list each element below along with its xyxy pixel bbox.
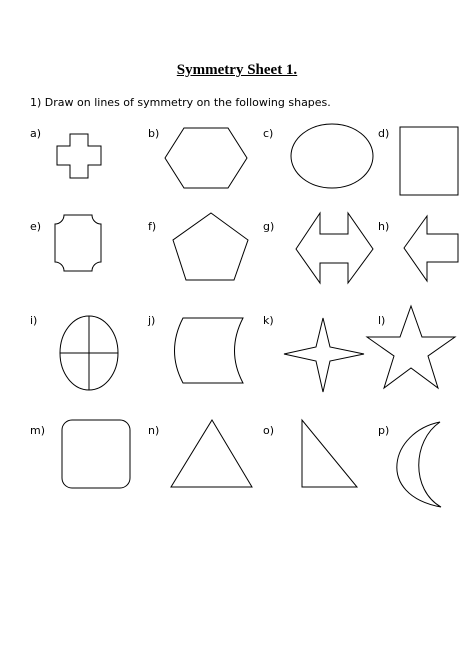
rectangle-shape-icon — [400, 127, 458, 195]
five-point-star-icon — [367, 306, 455, 388]
shape-label-a: a) — [30, 127, 42, 140]
shape-label-c: c) — [263, 127, 274, 140]
hexagon-shape-icon — [165, 128, 247, 188]
page-title: Symmetry Sheet 1. — [176, 62, 298, 78]
shape-label-l: l) — [378, 314, 386, 327]
shape-label-i: i) — [30, 314, 38, 327]
pentagon-shape-icon — [173, 213, 248, 280]
shape-label-d: d) — [378, 127, 390, 140]
curved-banner-shape-icon — [175, 318, 244, 383]
shape-label-h: h) — [378, 220, 390, 233]
shape-label-n: n) — [148, 424, 160, 437]
shape-label-p: p) — [378, 424, 390, 437]
shape-label-m: m) — [30, 424, 46, 437]
rounded-square-icon — [62, 420, 130, 488]
shape-label-b: b) — [148, 127, 160, 140]
crescent-shape-icon — [397, 422, 441, 507]
four-point-star-icon — [284, 318, 364, 392]
shape-label-j: j) — [148, 314, 156, 327]
shape-label-k: k) — [263, 314, 274, 327]
left-arrow-shape-icon — [404, 216, 458, 281]
shape-label-e: e) — [30, 220, 42, 233]
double-arrow-shape-icon — [296, 213, 373, 283]
triangle-shape-icon — [171, 420, 252, 487]
instruction-text: 1) Draw on lines of symmetry on the following shapes. — [30, 96, 331, 109]
shape-label-o: o) — [263, 424, 275, 437]
cross-shape-icon — [57, 134, 101, 178]
shape-label-f: f) — [148, 220, 157, 233]
shape-label-g: g) — [263, 220, 275, 233]
ellipse-shape-icon — [291, 124, 373, 188]
quartered-oval-icon — [60, 316, 118, 390]
concave-corner-square-icon — [55, 215, 101, 271]
right-triangle-shape-icon — [302, 420, 357, 487]
